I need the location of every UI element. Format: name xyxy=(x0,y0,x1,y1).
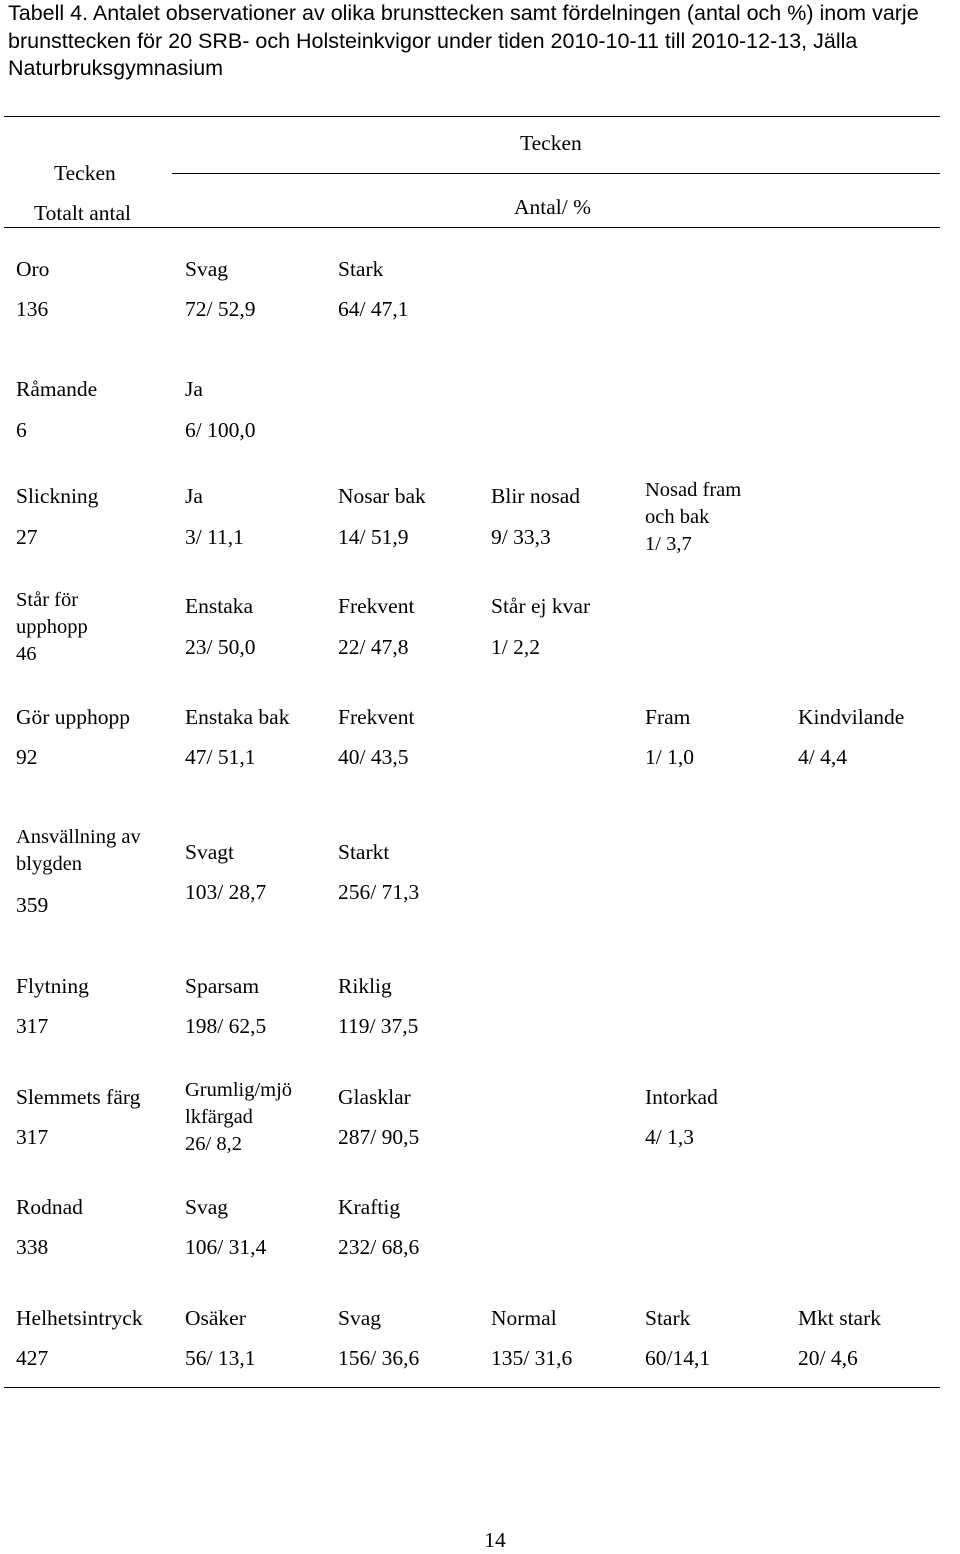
row-total: 338 xyxy=(16,1235,49,1259)
row-sign: Oro xyxy=(16,257,50,281)
row-total: 27 xyxy=(16,525,38,549)
cell-label: Nosar bak xyxy=(338,484,426,508)
cell-label: Stark xyxy=(338,257,384,281)
cell-value: 40/ 43,5 xyxy=(338,745,409,769)
cell-value: 119/ 37,5 xyxy=(338,1014,419,1038)
cell-label: Frekvent xyxy=(338,594,415,618)
cell-value: 23/ 50,0 xyxy=(185,635,256,659)
row-sign: Flytning xyxy=(16,974,89,998)
cell-label: Riklig xyxy=(338,974,392,998)
cell-label: Sparsam xyxy=(185,974,260,998)
page-number: 14 xyxy=(484,1528,506,1552)
cell-label: Står ej kvar xyxy=(491,594,591,618)
cell-value: 9/ 33,3 xyxy=(491,525,551,549)
cell-value: 1/ 1,0 xyxy=(645,745,694,769)
header-group-subtitle: Antal/ % xyxy=(514,195,592,219)
header-tecken-label: Tecken xyxy=(54,161,116,185)
row-sign: Gör upphopp xyxy=(16,705,131,729)
cell-value: 287/ 90,5 xyxy=(338,1125,420,1149)
row-total: 46 xyxy=(16,643,37,665)
cell-value: 26/ 8,2 xyxy=(185,1133,242,1155)
cell-value: 1/ 2,2 xyxy=(491,635,540,659)
cell-value: 256/ 71,3 xyxy=(338,880,420,904)
cell-value: 198/ 62,5 xyxy=(185,1014,267,1038)
row-total: 317 xyxy=(16,1125,49,1149)
cell-label: Starkt xyxy=(338,840,390,864)
header-bottom-rule xyxy=(4,227,940,228)
cell-value: 22/ 47,8 xyxy=(338,635,409,659)
cell-label: Stark xyxy=(645,1306,691,1330)
cell-label-line1: Nosad fram xyxy=(645,479,742,501)
cell-label: Svag xyxy=(185,1195,228,1219)
row-sign-line2: upphopp xyxy=(16,616,88,638)
cell-label: Ja xyxy=(185,377,203,401)
cell-label: Svagt xyxy=(185,840,234,864)
cell-value: 4/ 4,4 xyxy=(798,745,847,769)
cell-label: Normal xyxy=(491,1306,557,1330)
cell-label: Ja xyxy=(185,484,203,508)
table-bottom-rule xyxy=(4,1387,940,1388)
header-group-title: Tecken xyxy=(520,131,582,155)
cell-value: 103/ 28,7 xyxy=(185,880,267,904)
row-sign: Helhetsintryck xyxy=(16,1306,143,1330)
cell-value: 156/ 36,6 xyxy=(338,1346,420,1370)
cell-value: 4/ 1,3 xyxy=(645,1125,694,1149)
cell-label: Blir nosad xyxy=(491,484,580,508)
cell-value: 14/ 51,9 xyxy=(338,525,409,549)
cell-label: Fram xyxy=(645,705,691,729)
cell-value: 56/ 13,1 xyxy=(185,1346,256,1370)
cell-label-line2: lkfärgad xyxy=(185,1106,253,1128)
header-totalt-antal-label: Totalt antal xyxy=(34,201,132,225)
cell-value: 106/ 31,4 xyxy=(185,1235,267,1259)
cell-value: 1/ 3,7 xyxy=(645,533,692,555)
header-group-rule xyxy=(172,173,940,174)
cell-value: 232/ 68,6 xyxy=(338,1235,420,1259)
cell-label: Svag xyxy=(185,257,228,281)
table-caption: Tabell 4. Antalet observationer av olika brunsttecken samt fördelningen (antal och %) inom varje brunsttecken för 20 SRB- och Holsteinkvigor under tiden 2010-10-11 till 2010-12-13, Jälla Naturbruksgymnasium xyxy=(8,1,919,80)
cell-label: Intorkad xyxy=(645,1085,718,1109)
cell-label: Glasklar xyxy=(338,1085,411,1109)
cell-label: Kraftig xyxy=(338,1195,401,1219)
row-total: 317 xyxy=(16,1014,49,1038)
cell-label: Enstaka xyxy=(185,594,254,618)
cell-label: Svag xyxy=(338,1306,381,1330)
row-total: 92 xyxy=(16,745,38,769)
row-total: 136 xyxy=(16,297,49,321)
row-sign: Råmande xyxy=(16,377,98,401)
cell-value: 64/ 47,1 xyxy=(338,297,409,321)
row-total: 6 xyxy=(16,418,27,442)
cell-label-line1: Grumlig/mjö xyxy=(185,1079,293,1101)
row-sign: Slickning xyxy=(16,484,99,508)
row-total: 427 xyxy=(16,1346,49,1370)
cell-label: Frekvent xyxy=(338,705,415,729)
table-top-rule xyxy=(4,116,940,117)
cell-label: Mkt stark xyxy=(798,1306,882,1330)
cell-value: 47/ 51,1 xyxy=(185,745,256,769)
row-sign: Slemmets färg xyxy=(16,1085,141,1109)
row-sign-line1: Står för xyxy=(16,589,79,611)
cell-value: 20/ 4,6 xyxy=(798,1346,858,1370)
row-sign-line2: blygden xyxy=(16,853,83,875)
cell-value: 72/ 52,9 xyxy=(185,297,256,321)
row-total: 359 xyxy=(16,893,49,917)
cell-value: 60/14,1 xyxy=(645,1346,711,1370)
cell-label: Enstaka bak xyxy=(185,705,290,729)
row-sign: Rodnad xyxy=(16,1195,83,1219)
cell-label: Kindvilande xyxy=(798,705,905,729)
cell-label-line2: och bak xyxy=(645,506,710,528)
cell-value: 135/ 31,6 xyxy=(491,1346,573,1370)
cell-value: 3/ 11,1 xyxy=(185,525,244,549)
cell-value: 6/ 100,0 xyxy=(185,418,256,442)
row-sign-line1: Ansvällning av xyxy=(16,826,141,848)
cell-label: Osäker xyxy=(185,1306,246,1330)
